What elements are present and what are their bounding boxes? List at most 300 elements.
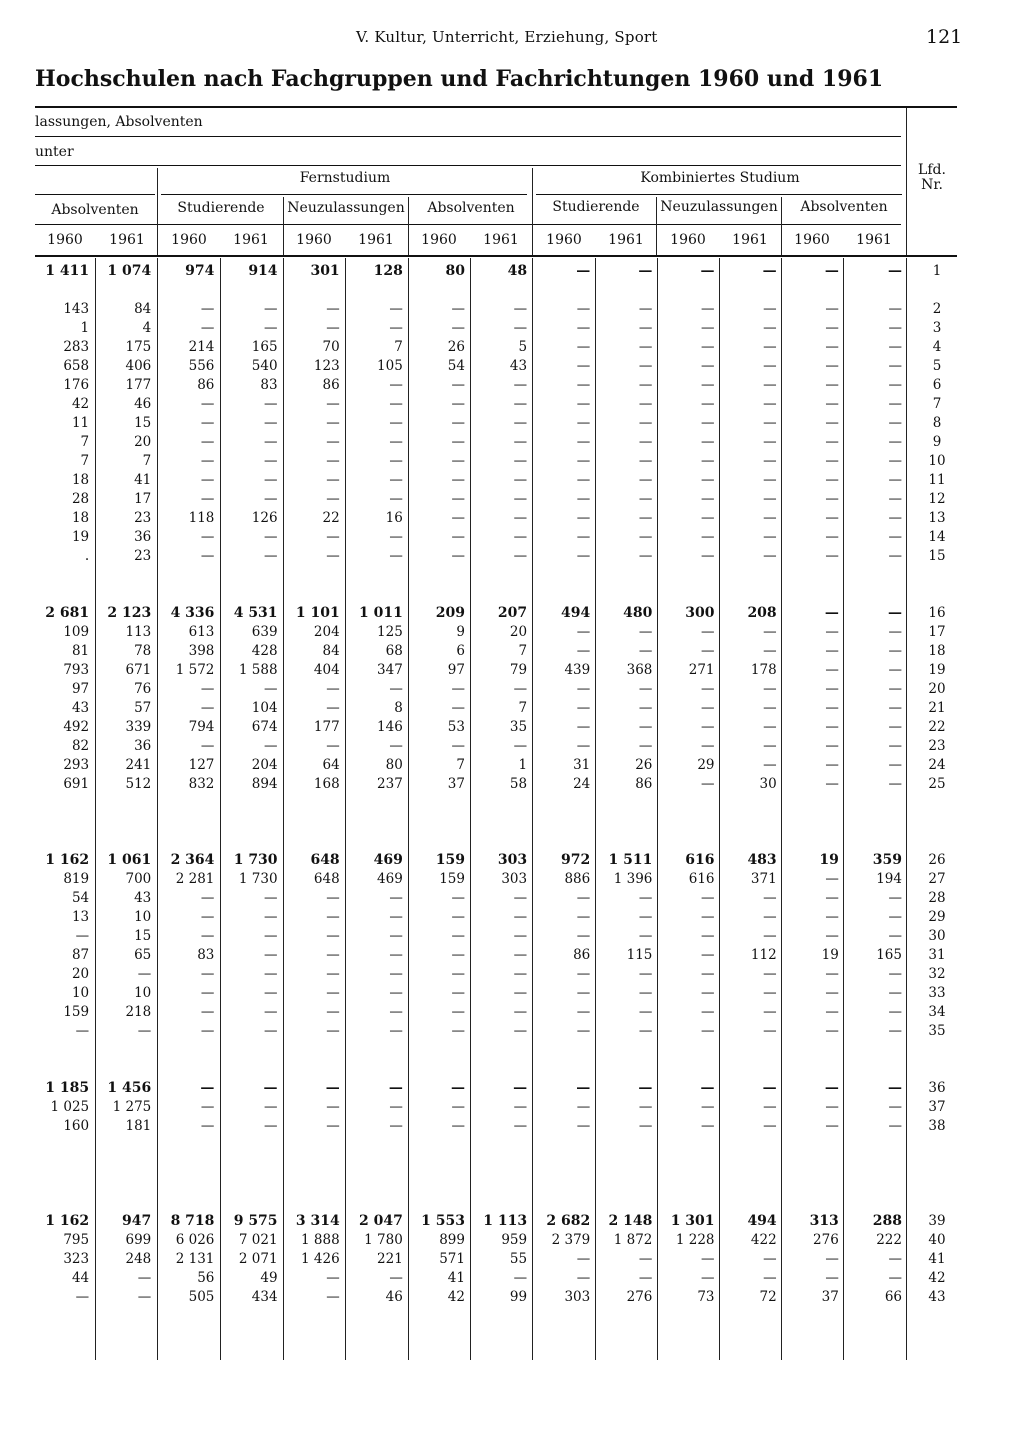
lfd-nr-cell: 43 <box>928 1289 946 1305</box>
year-label: 1961 <box>856 232 892 248</box>
table-cell: — <box>825 624 839 640</box>
table-cell: — <box>200 320 215 336</box>
table-cell: — <box>701 928 715 944</box>
table-cell: — <box>824 605 839 621</box>
table-cell: — <box>763 909 777 925</box>
table-cell: — <box>701 776 715 792</box>
table-cell: — <box>200 1080 215 1096</box>
table-cell: 300 <box>685 605 715 621</box>
table-cell: 123 <box>313 358 340 374</box>
lfd-nr-cell: 9 <box>932 434 942 450</box>
table-row <box>35 680 908 699</box>
table-cell: 15 <box>134 928 152 944</box>
year-label: 1960 <box>47 232 83 248</box>
lfd-nr-cell: 21 <box>928 700 946 716</box>
header-top-rule <box>35 106 957 108</box>
table-cell: — <box>389 434 403 450</box>
lfd-nr-cell: 13 <box>928 510 946 526</box>
table-cell: 4 531 <box>233 605 278 621</box>
table-cell: — <box>137 1289 152 1305</box>
spacer-row <box>912 1136 962 1155</box>
year-label: 1961 <box>483 232 519 248</box>
table-cell: — <box>763 1023 777 1039</box>
table-cell: 87 <box>71 947 90 963</box>
table-cell: — <box>763 453 777 469</box>
lfd-nr-cell: 37 <box>928 1099 946 1115</box>
table-cell: — <box>326 928 340 944</box>
lfd-nr-cell: 40 <box>928 1232 946 1248</box>
table-cell: — <box>513 396 528 412</box>
year-label: 1960 <box>546 232 582 248</box>
table-cell: 109 <box>63 624 90 640</box>
spacer-row <box>912 1041 962 1060</box>
table-row <box>35 1003 908 1022</box>
lfd-row <box>912 870 962 889</box>
lfd-row <box>912 547 962 566</box>
table-cell: 3 314 <box>295 1213 340 1229</box>
table-cell: 43 <box>71 700 90 716</box>
table-cell: 80 <box>385 757 403 773</box>
table-cell: — <box>326 890 340 906</box>
table-cell: — <box>326 529 340 545</box>
table-cell: — <box>264 1099 278 1115</box>
table-cell: 54 <box>447 358 465 374</box>
table-cell: — <box>326 491 340 507</box>
spacer-cell <box>35 832 908 851</box>
year-label: 1960 <box>171 232 207 248</box>
header-rule-4b <box>161 194 527 195</box>
year-label: 1960 <box>296 232 332 248</box>
table-cell: — <box>701 1023 715 1039</box>
table-cell: — <box>576 909 591 925</box>
table-cell: — <box>701 453 715 469</box>
table-cell: — <box>638 928 653 944</box>
table-cell: 1 411 <box>45 263 90 279</box>
table-cell: — <box>264 301 278 317</box>
lfd-nr-body <box>912 262 962 1307</box>
table-cell: — <box>638 1270 653 1286</box>
table-cell: — <box>824 1080 839 1096</box>
header-rule-3 <box>35 165 901 166</box>
table-row <box>35 509 908 528</box>
lfd-row <box>912 300 962 319</box>
table-cell: — <box>638 453 653 469</box>
table-cell: — <box>513 510 528 526</box>
table-cell: 832 <box>188 776 215 792</box>
header-unter: unter <box>35 144 74 160</box>
table-cell: 9 575 <box>233 1213 278 1229</box>
table-cell: — <box>451 1004 465 1020</box>
table-cell: — <box>576 1023 591 1039</box>
table-cell: — <box>638 1118 653 1134</box>
table-cell: 66 <box>884 1289 902 1305</box>
table-row <box>35 870 908 889</box>
table-cell: — <box>888 605 902 621</box>
table-cell: 648 <box>313 871 340 887</box>
table-cell: 1 275 <box>112 1099 152 1115</box>
lfd-row <box>912 1288 962 1307</box>
table-title: Hochschulen nach Fachgruppen und Fachrichtungen 1960 und 1961 <box>35 66 884 92</box>
table-cell: 29 <box>697 757 715 773</box>
table-cell: — <box>326 1099 340 1115</box>
table-cell: 794 <box>188 719 215 735</box>
table-cell: 43 <box>509 358 528 374</box>
table-cell: 54 <box>71 890 90 906</box>
table-cell: — <box>763 700 777 716</box>
table-cell: — <box>701 396 715 412</box>
table-cell: — <box>389 453 403 469</box>
table-cell: — <box>389 738 403 754</box>
lfd-nr-cell: 17 <box>928 624 946 640</box>
table-row <box>35 357 908 376</box>
table-cell: — <box>576 966 591 982</box>
table-cell: 700 <box>125 871 152 887</box>
table-cell: 194 <box>876 871 902 887</box>
table-cell: — <box>200 548 215 564</box>
spacer-cell <box>35 1136 908 1155</box>
table-cell: — <box>264 415 278 431</box>
table-row <box>35 1269 908 1288</box>
spacer-row <box>35 1174 908 1193</box>
table-cell: — <box>513 320 528 336</box>
table-cell: — <box>701 643 715 659</box>
lfd-row <box>912 471 962 490</box>
spacer-cell <box>35 1060 908 1079</box>
table-cell: — <box>576 1251 591 1267</box>
lfd-row <box>912 642 962 661</box>
table-cell: — <box>638 320 653 336</box>
table-cell: 41 <box>447 1270 465 1286</box>
table-cell: — <box>389 1099 403 1115</box>
table-cell: 8 718 <box>170 1213 215 1229</box>
table-cell: 159 <box>439 871 465 887</box>
table-cell: — <box>325 1080 340 1096</box>
table-cell: — <box>326 1270 340 1286</box>
spacer-cell <box>35 1155 908 1174</box>
table-cell: — <box>825 301 839 317</box>
table-cell: — <box>263 1080 278 1096</box>
spacer-cell <box>912 1155 962 1174</box>
table-cell: 616 <box>685 852 715 868</box>
table-cell: — <box>513 491 528 507</box>
table-cell: 73 <box>697 1289 715 1305</box>
lfd-nr-cell: 7 <box>932 396 942 412</box>
table-cell: — <box>701 947 715 963</box>
spacer-cell <box>912 813 962 832</box>
spacer-cell <box>912 794 962 813</box>
table-cell: 237 <box>377 776 403 792</box>
table-cell: — <box>200 472 215 488</box>
table-cell: — <box>638 529 653 545</box>
lfd-nr-cell: 30 <box>928 928 946 944</box>
table-cell: 512 <box>125 776 152 792</box>
table-cell: 639 <box>251 624 278 640</box>
table-cell: — <box>888 662 902 678</box>
table-cell: 46 <box>385 1289 403 1305</box>
table-cell: — <box>264 985 278 1001</box>
table-cell: — <box>701 415 715 431</box>
table-cell: — <box>576 263 591 279</box>
table-cell: — <box>200 1023 215 1039</box>
table-row <box>35 414 908 433</box>
table-cell: — <box>888 624 902 640</box>
table-cell: 7 <box>142 453 152 469</box>
lfd-nr-cell: 3 <box>932 320 942 336</box>
table-cell: 113 <box>125 624 152 640</box>
table-cell: — <box>763 985 777 1001</box>
lfd-nr-cell: 16 <box>928 605 946 621</box>
table-cell: 899 <box>439 1232 465 1248</box>
table-cell: — <box>200 396 215 412</box>
table-row <box>35 1022 908 1041</box>
table-cell: 1 101 <box>295 605 340 621</box>
spacer-row <box>912 1174 962 1193</box>
lfd-row <box>912 1231 962 1250</box>
table-cell: — <box>701 909 715 925</box>
table-row <box>35 452 908 471</box>
table-cell: 276 <box>813 1232 839 1248</box>
table-cell: — <box>638 890 653 906</box>
table-cell: — <box>451 1099 465 1115</box>
table-cell: — <box>825 548 839 564</box>
table-cell: — <box>264 1118 278 1134</box>
table-row <box>35 1250 908 1269</box>
table-cell: — <box>825 1251 839 1267</box>
table-cell: 28 <box>71 491 90 507</box>
table-cell: 42 <box>71 396 90 412</box>
table-cell: — <box>638 491 653 507</box>
spacer-row <box>912 794 962 813</box>
table-cell: — <box>638 263 653 279</box>
table-cell: 78 <box>134 643 152 659</box>
table-cell: — <box>701 719 715 735</box>
header-rule-5 <box>35 224 901 225</box>
table-row <box>35 927 908 946</box>
lfd-nr-cell: 11 <box>928 472 946 488</box>
table-cell: 46 <box>134 396 152 412</box>
table-row <box>35 490 908 509</box>
table-cell: 540 <box>251 358 278 374</box>
table-cell: — <box>763 301 777 317</box>
table-cell: — <box>638 643 653 659</box>
table-cell: 84 <box>134 301 152 317</box>
table-cell: 1 553 <box>421 1213 465 1229</box>
table-cell: 13 <box>71 909 90 925</box>
table-cell: 48 <box>507 263 528 279</box>
table-cell: — <box>326 434 340 450</box>
table-cell: — <box>825 719 839 735</box>
table-cell: 70 <box>322 339 340 355</box>
table-cell: — <box>825 1099 839 1115</box>
table-cell: 35 <box>509 719 528 735</box>
table-cell: — <box>264 434 278 450</box>
table-cell: — <box>576 890 591 906</box>
spacer-cell <box>912 1193 962 1212</box>
table-cell: 168 <box>313 776 340 792</box>
spacer-cell <box>912 1136 962 1155</box>
table-cell: — <box>576 548 591 564</box>
table-cell: — <box>451 947 465 963</box>
table-cell: — <box>701 966 715 982</box>
header-komb-absolventen: Absolventen <box>800 199 888 215</box>
table-cell: — <box>888 529 902 545</box>
table-cell: 181 <box>125 1118 152 1134</box>
table-cell: — <box>200 681 215 697</box>
table-cell: — <box>576 377 591 393</box>
table-cell: 1 025 <box>50 1099 90 1115</box>
table-cell: 1 228 <box>675 1232 715 1248</box>
table-cell: — <box>264 928 278 944</box>
table-cell: — <box>576 301 591 317</box>
table-cell: — <box>888 719 902 735</box>
table-cell: 10 <box>134 985 152 1001</box>
table-cell: 37 <box>447 776 465 792</box>
table-cell: 248 <box>125 1251 152 1267</box>
lfd-nr-cell: 22 <box>928 719 946 735</box>
year-label: 1961 <box>732 232 768 248</box>
lfd-row <box>912 319 962 338</box>
table-cell: 691 <box>63 776 90 792</box>
table-cell: — <box>763 339 777 355</box>
table-cell: 313 <box>809 1213 839 1229</box>
table-cell: 422 <box>750 1232 777 1248</box>
table-cell: — <box>450 1080 465 1096</box>
spacer-cell <box>35 1041 908 1060</box>
lfd-row <box>912 452 962 471</box>
table-cell: 571 <box>439 1251 465 1267</box>
lfd-nr-cell: 29 <box>928 909 946 925</box>
table-cell: — <box>888 453 902 469</box>
table-cell: 159 <box>63 1004 90 1020</box>
table-cell: — <box>576 491 591 507</box>
table-cell: 2 364 <box>170 852 215 868</box>
table-cell: 218 <box>125 1004 152 1020</box>
table-cell: 86 <box>322 377 340 393</box>
table-cell: — <box>451 396 465 412</box>
table-cell: — <box>701 358 715 374</box>
table-cell: — <box>389 529 403 545</box>
table-cell: 1 426 <box>301 1251 340 1267</box>
table-cell: — <box>638 985 653 1001</box>
table-cell: — <box>825 1023 839 1039</box>
spacer-cell <box>35 281 908 300</box>
table-cell: 959 <box>501 1232 528 1248</box>
table-cell: — <box>701 1118 715 1134</box>
table-cell: — <box>326 396 340 412</box>
lfd-nr-cell: 14 <box>928 529 946 545</box>
table-cell: — <box>264 529 278 545</box>
table-cell: — <box>576 472 591 488</box>
table-cell: 1 780 <box>364 1232 403 1248</box>
table-cell: — <box>763 1004 777 1020</box>
spacer-row <box>35 794 908 813</box>
table-cell: 556 <box>188 358 215 374</box>
table-cell: — <box>825 1118 839 1134</box>
table-cell: — <box>326 1023 340 1039</box>
table-cell: — <box>513 529 528 545</box>
table-cell: 483 <box>747 852 777 868</box>
table-cell: — <box>888 1080 902 1096</box>
table-cell: — <box>638 909 653 925</box>
lfd-row <box>912 889 962 908</box>
table-cell: — <box>264 453 278 469</box>
table-cell: — <box>825 776 839 792</box>
table-cell: — <box>825 320 839 336</box>
table-cell: — <box>200 890 215 906</box>
header-fernstudium: Fernstudium <box>299 170 391 186</box>
table-cell: 339 <box>125 719 152 735</box>
table-cell: — <box>451 966 465 982</box>
lfd-row <box>912 699 962 718</box>
table-cell: 914 <box>248 263 278 279</box>
table-cell: 49 <box>260 1270 278 1286</box>
table-cell: — <box>888 928 902 944</box>
table-cell: — <box>451 738 465 754</box>
lfd-row <box>912 338 962 357</box>
table-cell: — <box>264 472 278 488</box>
spacer-row <box>35 1155 908 1174</box>
table-cell: 1 730 <box>233 852 278 868</box>
table-cell: 2 379 <box>551 1232 591 1248</box>
table-cell: — <box>638 1004 653 1020</box>
table-cell: — <box>763 928 777 944</box>
table-cell: 18 <box>71 472 90 488</box>
header-kombiniertes-studium: Kombiniertes Studium <box>640 170 800 186</box>
table-cell: 83 <box>197 947 215 963</box>
table-cell: — <box>888 909 902 925</box>
table-row <box>35 338 908 357</box>
table-cell: — <box>451 491 465 507</box>
table-cell: — <box>200 1118 215 1134</box>
table-cell: 347 <box>377 662 403 678</box>
table-cell: 126 <box>251 510 278 526</box>
table-cell: 83 <box>260 377 278 393</box>
table-cell: 2 148 <box>608 1213 653 1229</box>
table-cell: 303 <box>497 852 528 868</box>
table-cell: 23 <box>134 510 152 526</box>
table-cell: — <box>701 624 715 640</box>
table-cell: — <box>701 738 715 754</box>
table-row <box>35 319 908 338</box>
table-cell: — <box>763 966 777 982</box>
table-cell: 65 <box>134 947 152 963</box>
table-cell: — <box>888 776 902 792</box>
table-cell: 23 <box>134 548 152 564</box>
table-cell: — <box>888 320 902 336</box>
lfd-row <box>912 623 962 642</box>
table-cell: 972 <box>561 852 591 868</box>
table-cell: — <box>825 928 839 944</box>
table-cell: — <box>638 681 653 697</box>
table-cell: — <box>825 871 839 887</box>
table-cell: — <box>513 1118 528 1134</box>
lfd-nr-cell: 34 <box>928 1004 946 1020</box>
table-cell: — <box>576 320 591 336</box>
table-cell: 359 <box>872 852 902 868</box>
table-cell: 20 <box>134 434 152 450</box>
table-row <box>35 756 908 775</box>
table-cell: — <box>264 681 278 697</box>
table-cell: — <box>576 985 591 1001</box>
table-cell: — <box>825 700 839 716</box>
header-fern-studierende: Studierende <box>177 200 265 216</box>
table-cell: — <box>638 339 653 355</box>
table-cell: 2 131 <box>175 1251 215 1267</box>
table-cell: — <box>888 510 902 526</box>
table-cell: — <box>700 263 715 279</box>
table-cell: — <box>888 396 902 412</box>
table-cell: — <box>888 434 902 450</box>
